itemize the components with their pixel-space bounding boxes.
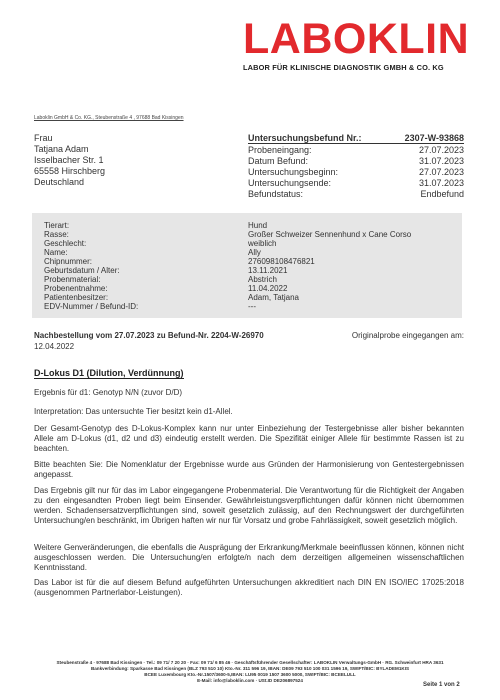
recipient-city: 65558 Hirschberg: [34, 166, 106, 176]
patient-value: ---: [248, 302, 256, 311]
patient-row: [44, 266, 450, 275]
patient-value: 276098108476821: [248, 257, 315, 266]
patient-label: Probenentnahme:: [44, 284, 108, 293]
patient-value: 11.04.2022: [248, 284, 288, 293]
patient-label: Patientenbesitzer:: [44, 293, 109, 302]
footer-line: Steubenstraße 4 · 97688 Bad Kissingen · Tel.: 09 71/ 7 20 20 · Fax: 09 71/ 6 85 46 · Geschäftsführender Gesellschafter: LABOKLIN Verwaltungs-GmbH · RG. Schweinfurt HRA 3631: [56, 660, 444, 665]
test-section-title: D-Lokus D1 (Dilution, Verdünnung): [34, 368, 184, 378]
paragraph-accreditation-note: Das Labor ist für die auf diesem Befund aufgeführten Untersuchungen akkreditiert nach DIN EN ISO/IEC 17025:2018 (ausgenommen Partnerlabor-Leistungen).: [34, 578, 464, 597]
report-row: [248, 178, 464, 189]
patient-value: Hund: [248, 221, 268, 230]
footer-line: Bankverbindung: Sparkasse Bad Kissingen (BLZ 793 510 10) Kto.-Nr. 311 596 19, IBAN: DE09 793 510 100 031 1596 19, SWIFT/BIC: BYLADEM1KIS: [90, 666, 410, 671]
paragraph-genotype-note: Der Gesamt-Genotyp des D-Lokus-Komplex kann nur unter Einbeziehung der Testergebnisse aller bisher bekannten Allele am D-Lokus (d1, d2 und d3) eindeutig erstellt werden. Die Spezifität einiger Allele für bestimmte Rassen ist zu beachten.: [34, 424, 464, 453]
reorder-reference: Nachbestellung vom 27.07.2023 zu Befund-Nr. 2204-W-26970: [34, 331, 264, 340]
sender-line: Laboklin GmbH & Co. KG., Steubenstraße 4 , 97688 Bad Kissingen: [34, 115, 184, 121]
patient-row: [44, 239, 450, 248]
recipient-street: Isselbacher Str. 1: [34, 155, 104, 165]
footer: [30, 660, 470, 684]
patient-value: Adam, Tatjana: [248, 293, 299, 302]
laboklin-logo: [243, 15, 471, 72]
report-row: [248, 156, 464, 167]
patient-value: Abstrich: [248, 275, 277, 284]
patient-row: [44, 284, 450, 293]
report-info: [248, 133, 464, 200]
footer-line: BCEE Luxembourg Kto.-Nr.1507/3600-5,IBAN: LU95 0019 1507 3600 5000, SWIFT/BIC: BCEELULL: [144, 672, 356, 677]
reorder-date: 12.04.2022: [34, 342, 75, 351]
patient-row: [44, 293, 450, 302]
patient-label: Geschlecht:: [44, 239, 87, 248]
recipient-name: Tatjana Adam: [34, 144, 89, 154]
report-row-label: Probeneingang:: [248, 145, 312, 155]
recipient-salutation: Frau: [34, 133, 53, 143]
patient-value: 13.11.2021: [248, 266, 288, 275]
paragraph-nomenclature-note: Bitte beachten Sie: Die Nomenklatur der Ergebnisse wurde aus Gründen der Harmonisierung von Gentestergebnissen angepasst.: [34, 460, 464, 479]
report-row-label: Untersuchungsbeginn:: [248, 167, 339, 177]
logo-subtitle: LABOR FÜR KLINISCHE DIAGNOSTIK GMBH & CO. KG: [243, 63, 444, 72]
patient-row: [44, 257, 450, 266]
patient-row: [44, 302, 450, 311]
patient-value: Ally: [248, 248, 261, 257]
report-number: 2307-W-93868: [404, 133, 464, 143]
patient-row: [44, 248, 450, 257]
patient-row: [44, 230, 450, 239]
patient-value: Großer Schweizer Sennenhund x Cane Corso: [248, 230, 412, 239]
reorder-original-sample: Originalprobe eingegangen am:: [351, 331, 464, 340]
patient-label: Chipnummer:: [44, 257, 93, 266]
patient-info-box: [32, 213, 462, 318]
test-result: Ergebnis für d1: Genotyp N/N (zuvor D/D): [34, 388, 183, 397]
patient-row: [44, 221, 450, 230]
patient-label: Name:: [44, 248, 68, 257]
report-row-value: 27.07.2023: [418, 145, 464, 155]
report-row-value: 27.07.2023: [418, 167, 464, 177]
patient-row: [44, 275, 450, 284]
report-row-value: 31.07.2023: [418, 156, 464, 166]
report-title-label: Untersuchungsbefund Nr.:: [248, 133, 362, 143]
report-row-label: Befundstatus:: [248, 189, 304, 199]
footer-line: E-Mail: info@laboklin.com · USt.ID DE206897524: [197, 678, 303, 683]
paragraph-liability-note: Das Ergebnis gilt nur für das im Labor eingegangene Probenmaterial. Die Verantwortung für die Richtigkeit der Angaben zu den eingesandten Proben liegt beim Einsender. Gewährleistungsverpflichtungen dafür können nicht übernommen werden. Schadensersatzverpflichtungen sind, soweit gesetzlich zulässig, auf den Rechnungswert der durchgeführten Untersuchung/en beschränkt, im Übrigen haften wir nur für Vorsatz und grobe Fahrlässigkeit, soweit gesetzlich möglich.: [34, 486, 464, 525]
patient-label: EDV-Nummer / Befund-ID:: [44, 302, 139, 311]
report-row-value: 31.07.2023: [418, 178, 464, 188]
report-title: [248, 133, 464, 144]
reorder-line-1: [34, 330, 464, 341]
reorder-note: [34, 330, 464, 352]
report-row: [248, 167, 464, 178]
recipient-address: [34, 133, 105, 188]
report-row: [248, 189, 464, 200]
logo-wordmark: LABOKLIN: [243, 15, 470, 63]
report-row-label: Datum Befund:: [248, 156, 309, 166]
recipient-country: Deutschland: [34, 177, 85, 187]
patient-label: Tierart:: [44, 221, 70, 230]
patient-label: Probenmaterial:: [44, 275, 101, 284]
patient-label: Rasse:: [44, 230, 69, 239]
report-row-label: Untersuchungsende:: [248, 178, 332, 188]
patient-value: weiblich: [248, 239, 277, 248]
report-row: [248, 145, 464, 156]
page-number: Seite 1 von 2: [423, 682, 460, 688]
test-interpretation: Interpretation: Das untersuchte Tier besitzt kein d1-Allel.: [34, 407, 233, 416]
paragraph-genetic-variation-note: Weitere Genveränderungen, die ebenfalls die Ausprägung der Erkrankung/Merkmale beeinflussen können, können nicht ausgeschlossen werden. Die Untersuchung/en erfolgte/n nach dem derzeitigen allgemeinen wissenschaftlichen Kenntnisstand.: [34, 543, 464, 572]
report-row-value: Endbefund: [420, 189, 464, 199]
patient-label: Geburtsdatum / Alter:: [44, 266, 120, 275]
